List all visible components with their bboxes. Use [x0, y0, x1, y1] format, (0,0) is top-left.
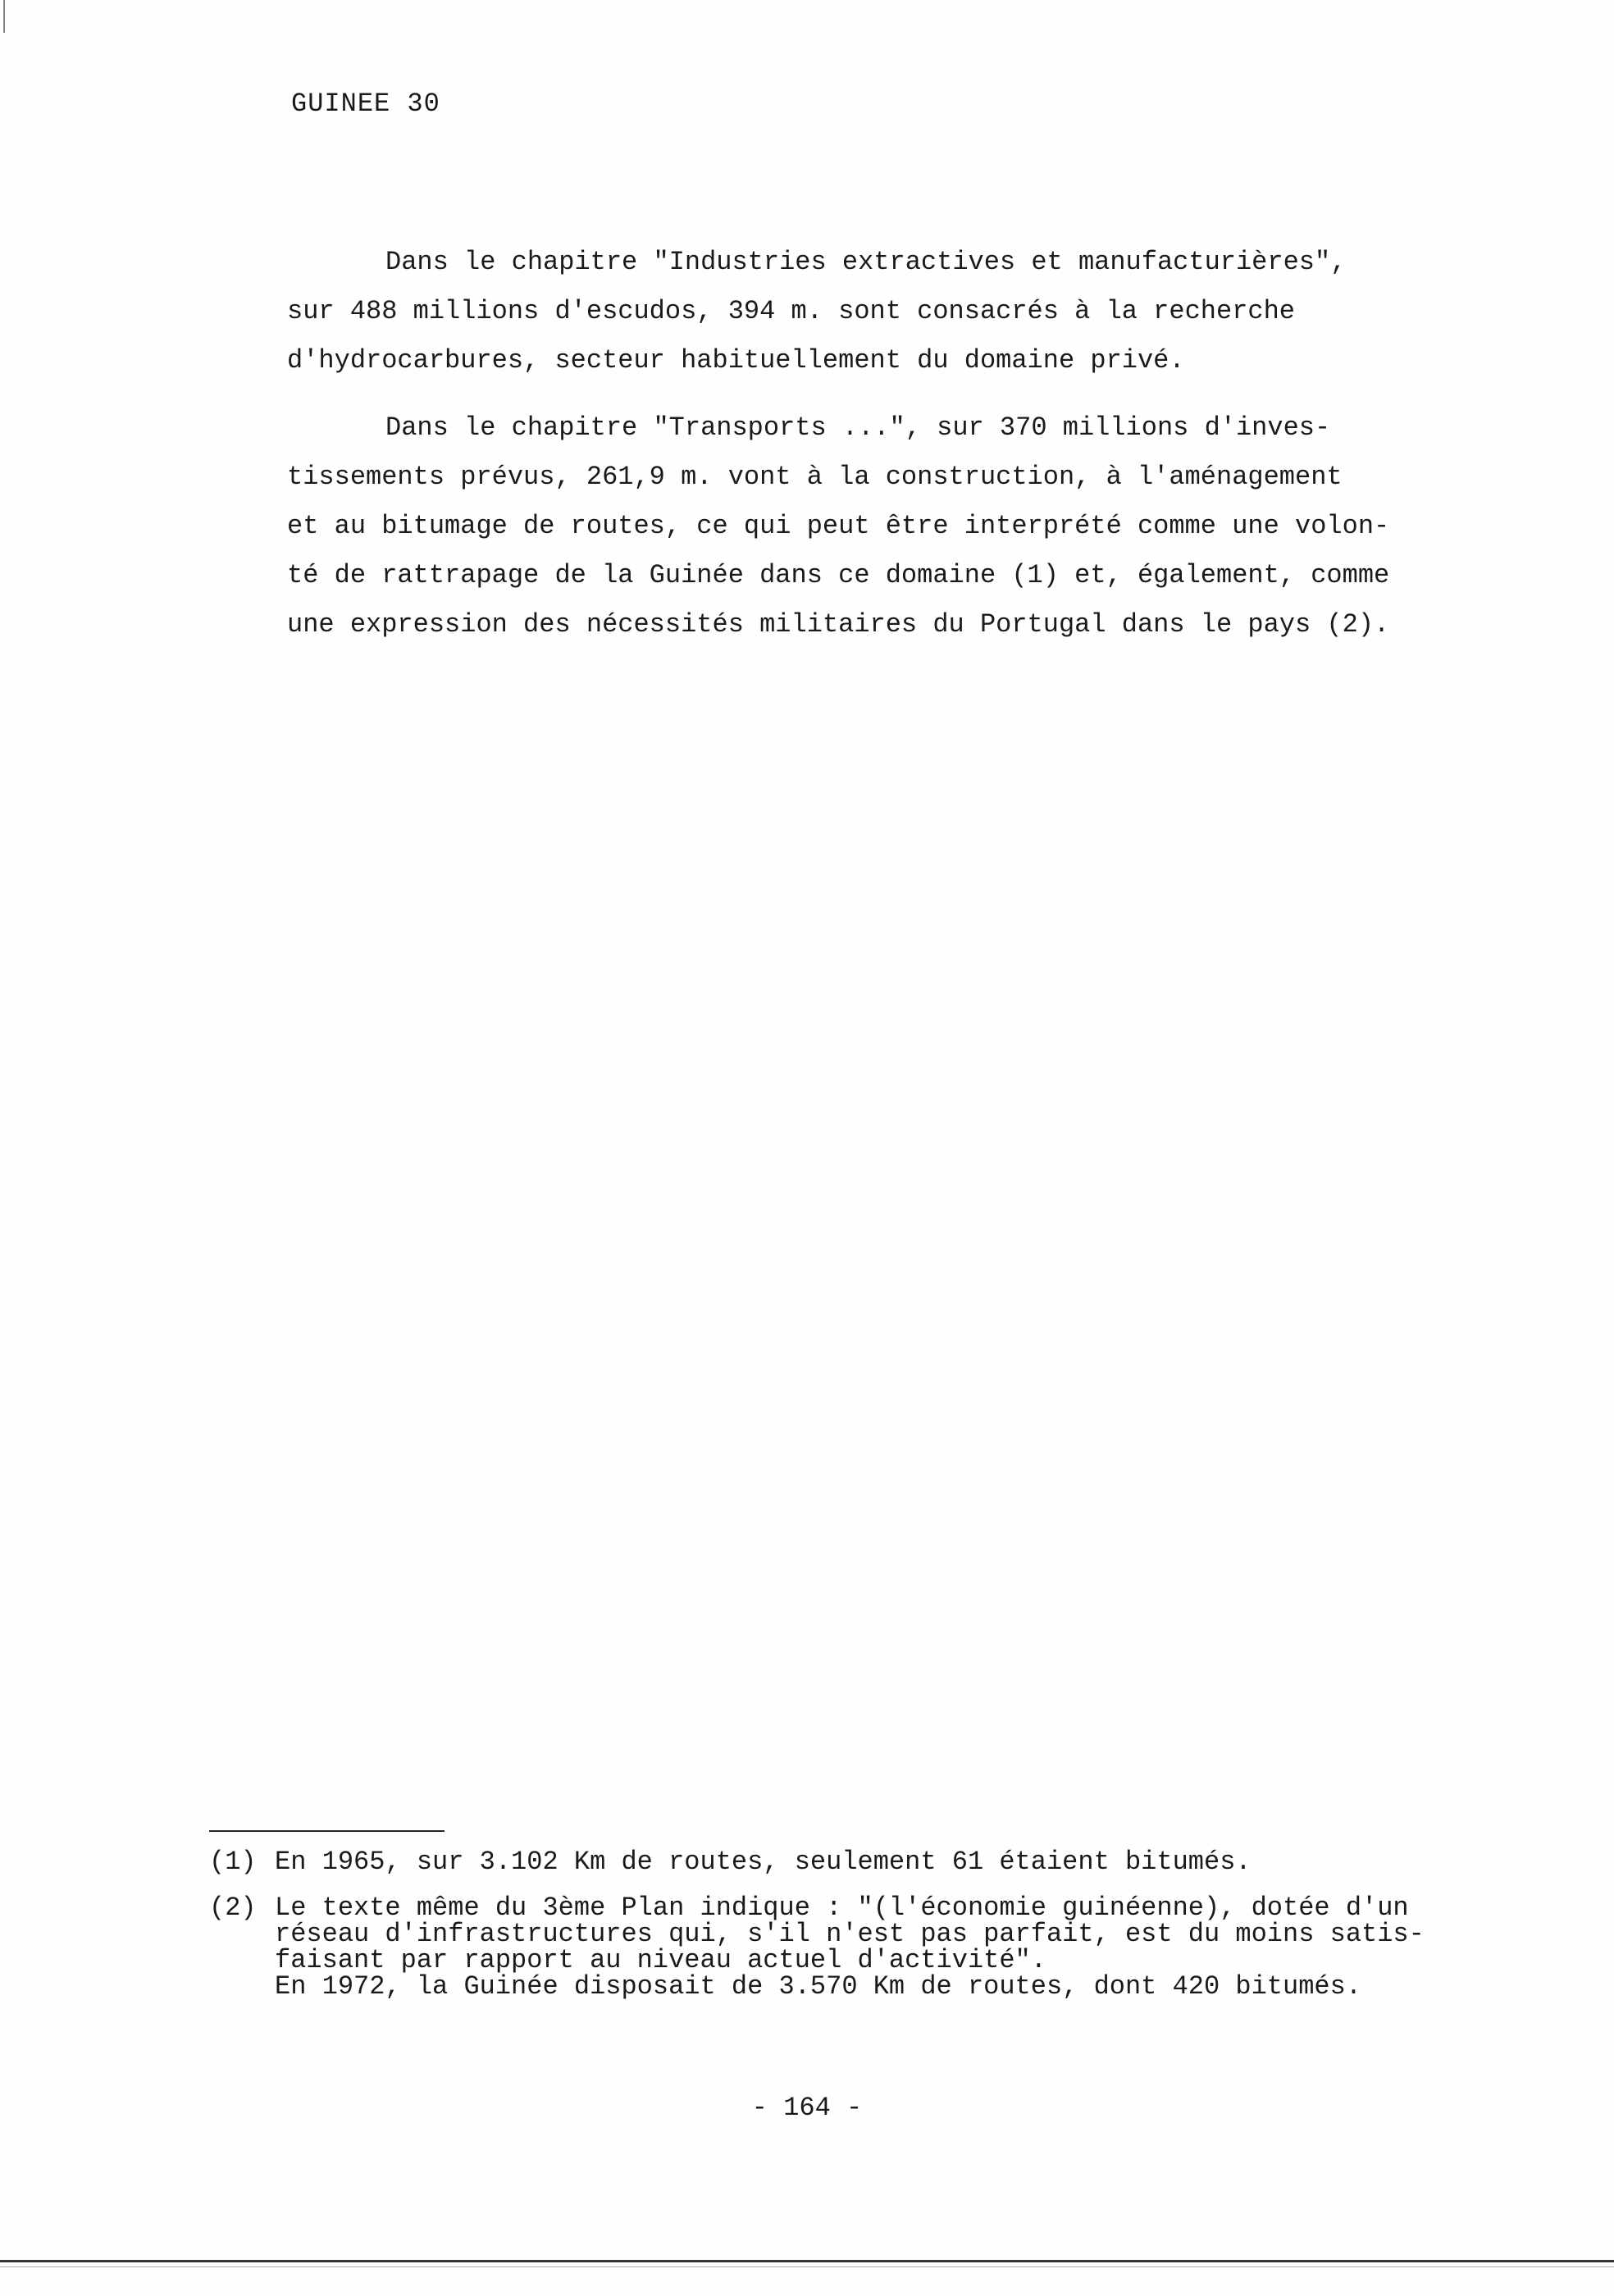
paragraph-line: tissements prévus, 261,9 m. vont à la construction, à l'aménagement — [287, 462, 1343, 492]
footnote-line: En 1972, la Guinée disposait de 3.570 Km de routes, dont 420 bitumés. — [275, 1971, 1362, 2002]
footnote-line: En 1965, sur 3.102 Km de routes, seulement 61 étaient bitumés. — [275, 1847, 1252, 1877]
footnote-2 — [209, 1895, 1489, 2000]
scan-edge-mark — [3, 0, 5, 33]
footnote-text — [275, 1895, 1425, 2000]
footnote-line: Le texte même du 3ème Plan indique : "(l'économie guinéenne), dotée d'un — [275, 1893, 1409, 1923]
footnote-number: (1) — [209, 1847, 257, 1877]
paragraph-line: sur 488 millions d'escudos, 394 m. sont consacrés à la recherche — [287, 296, 1295, 326]
footnote-line: réseau d'infrastructures qui, s'il n'est pas parfait, est du moins satis- — [275, 1919, 1425, 1949]
footnotes — [209, 1849, 1489, 2020]
page-header-code: GUINEE 30 — [291, 89, 440, 119]
page-number: - 164 - — [751, 2093, 863, 2123]
paragraph-line: une expression des nécessités militaires du Portugal dans le pays (2). — [287, 609, 1390, 640]
paragraph-line: Dans le chapitre "Transports ...", sur 370 millions d'inves- — [385, 412, 1331, 443]
bottom-scan-line — [0, 2260, 1614, 2262]
main-body — [287, 238, 1452, 667]
paragraph-line: et au bitumage de routes, ce qui peut être interprété comme une volon- — [287, 511, 1390, 541]
paragraph-line: Dans le chapitre "Industries extractives et manufacturières", — [385, 247, 1347, 277]
footnote-text — [275, 1849, 1252, 1875]
footnote-number: (2) — [209, 1893, 257, 1923]
bottom-scan-line-secondary — [0, 2266, 1614, 2267]
footnote-line: faisant par rapport au niveau actuel d'activité". — [275, 1945, 1046, 1975]
footnote-1 — [209, 1849, 1489, 1875]
paragraph-transports — [287, 403, 1452, 649]
paragraph-line: té de rattrapage de la Guinée dans ce domaine (1) et, également, comme — [287, 560, 1390, 590]
paragraph-industries — [287, 238, 1452, 385]
paragraph-line: d'hydrocarbures, secteur habituellement du domaine privé. — [287, 345, 1185, 376]
footnote-divider — [209, 1830, 445, 1832]
